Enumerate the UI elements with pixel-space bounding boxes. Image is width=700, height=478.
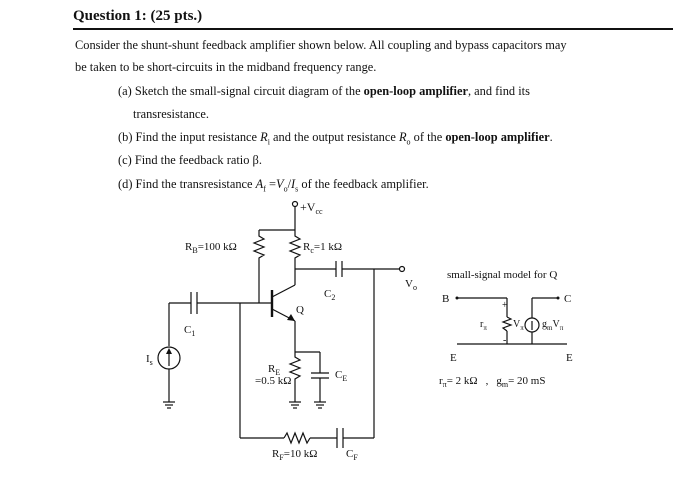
model-e-right-label: E (566, 352, 573, 364)
part-d-is: I (291, 177, 296, 191)
model-minus: - (503, 335, 507, 346)
intro-line-2: be taken to be short-circuits in the midband frequency range. (75, 60, 377, 74)
model-gm-label: $g_mV_\pi$ (542, 319, 564, 332)
part-b-suffix: . (549, 130, 553, 144)
vo-terminal (400, 267, 405, 272)
intro-line-1: Consider the shunt-shunt feedback amplifier shown below. All coupling and bypass capacitors may (75, 38, 567, 52)
part-b-ro: R (398, 130, 407, 144)
part-b-mid2: of the (410, 130, 446, 144)
re-label: $R_E$ (268, 363, 281, 377)
part-b-mid: and the output resistance (269, 130, 399, 144)
model-c-label: C (564, 293, 572, 305)
q-label: Q (296, 304, 304, 316)
model-rpi-label: $r_\pi$ (480, 319, 487, 332)
vcc-terminal (293, 202, 298, 207)
part-b-prefix: (b) Find the input resistance (118, 130, 261, 144)
part-b-ri: R (260, 130, 268, 144)
cf-label: $C_F$ (346, 448, 358, 462)
rc-resistor (290, 230, 300, 262)
part-c: (c) Find the feedback ratio β. (118, 153, 262, 167)
vcc-label: $+V_{cc}$ (300, 200, 323, 216)
part-b-bold: open-loop amplifier (445, 130, 550, 144)
rb-label: $R_B=100$ kΩ (185, 241, 237, 255)
model-b-label: B (442, 293, 450, 305)
current-arrow-head (166, 348, 172, 354)
part-d-slash: / (287, 177, 292, 191)
model-title: small-signal model for Q (447, 269, 558, 281)
rb-resistor (254, 230, 264, 262)
part-a-bold: open-loop amplifier (363, 84, 468, 98)
part-a-line-2: transresistance. (133, 107, 210, 121)
ce-label: $C_E$ (335, 369, 348, 383)
part-b-ri-sub: i (267, 137, 270, 147)
model-vpi-label: $V_\pi$ (513, 319, 524, 332)
model-plus: + (502, 300, 508, 311)
collector-leg (272, 285, 295, 297)
c2-label: $C_2$ (324, 288, 336, 302)
part-d-prefix: (d) Find the transresistance (118, 177, 256, 191)
model-rpi-resistor (503, 317, 511, 331)
part-d-is-sub: s (295, 184, 299, 194)
part-a-prefix: (a) Sketch the small-signal circuit diagram of the (118, 84, 364, 98)
rf-resistor (284, 433, 310, 443)
model-e-left-label: E (450, 352, 457, 364)
part-d-af-sub: f (263, 184, 266, 194)
part-d-suffix: of the feedback amplifier. (298, 177, 429, 191)
re-resistor (290, 352, 300, 385)
part-d-af: A (255, 177, 264, 191)
part-b-ro-sub: o (406, 137, 411, 147)
part-d-eq: = (265, 177, 276, 191)
question-title: Question 1: (25 pts.) (73, 8, 203, 24)
part-d-vo-sub: o (283, 184, 288, 194)
vo-label: $V_o$ (405, 278, 417, 292)
is-label: $I_s$ (146, 353, 153, 367)
re-value: =0.5 kΩ (255, 375, 292, 387)
part-d-vo: V (275, 177, 284, 191)
part-a-suffix: , and find its (467, 84, 530, 98)
c1-label: $C_1$ (184, 324, 196, 338)
rf-label: $R_F=10$ kΩ (272, 448, 318, 462)
model-params: $r_\pi= 2$ kΩ , $g_m= 20$ mS (439, 375, 546, 389)
rc-label: $R_c=1$ kΩ (303, 241, 343, 255)
